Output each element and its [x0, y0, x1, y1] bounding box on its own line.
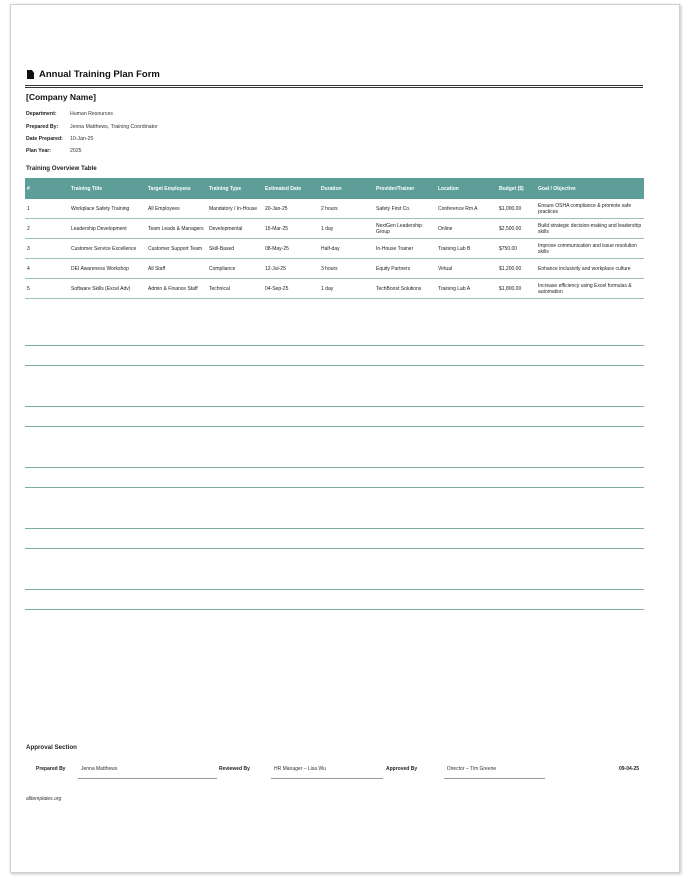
col-header: Duration — [319, 178, 374, 199]
col-header: Training Type — [207, 178, 263, 199]
info-label: Prepared By: — [26, 124, 59, 130]
reviewed-by-name: HR Manager – Lisa Wu — [274, 766, 326, 772]
table-cell: $750.00 — [497, 239, 536, 259]
table-cell: Equity Partners — [374, 259, 436, 279]
blank-rule — [25, 345, 644, 346]
table-cell: Safety First Co. — [374, 199, 436, 219]
table-cell: Training Lab A — [436, 279, 497, 299]
blank-rule — [25, 426, 644, 427]
approval-date: 09-04-25 — [619, 766, 640, 772]
table-cell: Conference Rm A — [436, 199, 497, 219]
table-cell: Mandatory / In-House — [207, 199, 263, 219]
table-cell: $1,000.00 — [497, 199, 536, 219]
table-cell: 3 hours — [319, 259, 374, 279]
table-cell: 1 — [25, 199, 69, 219]
table-cell: 04-Sep-25 — [263, 279, 319, 299]
col-header: Goal / Objective — [536, 178, 644, 199]
table-cell: $2,500.00 — [497, 219, 536, 239]
info-label: Date Prepared: — [26, 136, 63, 142]
table-cell: Build strategic decision-making and leadership skills — [536, 219, 644, 239]
table-cell: All Staff — [146, 259, 207, 279]
table-cell: DEI Awareness Workshop — [69, 259, 146, 279]
table-cell: Ensure OSHA compliance & promote safe practices — [536, 199, 644, 219]
table-cell: 08-May-25 — [263, 239, 319, 259]
table-cell: 3 — [25, 239, 69, 259]
col-header: Estimated Date — [263, 178, 319, 199]
table-cell: Improve communication and issue resolution skills — [536, 239, 644, 259]
prepared-by-label — [36, 766, 65, 772]
blank-rule — [25, 365, 644, 366]
table-cell: Enhance inclusivity and workplace culture — [536, 259, 644, 279]
table-cell: 20-Jan-25 — [263, 199, 319, 219]
table-cell: 12-Jul-25 — [263, 259, 319, 279]
training-table — [25, 178, 644, 299]
info-value: 10-Jan-25 — [70, 136, 94, 142]
table-row — [25, 219, 644, 239]
info-value: 2025 — [70, 148, 82, 154]
table-cell: Customer Support Team — [146, 239, 207, 259]
table-row — [25, 199, 644, 219]
blank-rule — [25, 406, 644, 407]
footer-site: alltemplates.org — [26, 796, 62, 802]
info-label: Plan Year: — [26, 148, 51, 154]
col-header: Budget ($) — [497, 178, 536, 199]
reviewed-by-value — [274, 766, 326, 772]
table-cell: Increase efficiency using Excel formulas & automation — [536, 279, 644, 299]
table-row — [25, 279, 644, 299]
document-icon — [27, 70, 34, 79]
info-value: Jenna Matthews, Training Coordinator — [70, 124, 158, 130]
table-heading: Training Overview Table — [26, 165, 97, 172]
table-cell: 4 — [25, 259, 69, 279]
title-bar — [25, 69, 643, 88]
info-label: Department: — [26, 111, 57, 117]
table-cell: Workplace Safety Training — [69, 199, 146, 219]
blank-rule — [25, 589, 644, 590]
table-cell: Technical — [207, 279, 263, 299]
table-cell: All Employees — [146, 199, 207, 219]
prepared-by-value — [81, 766, 117, 772]
table-cell: Training Lab B — [436, 239, 497, 259]
reviewed-by-label-text: Reviewed By — [219, 766, 250, 772]
table-cell: Half-day — [319, 239, 374, 259]
approved-by-label-text: Approved By — [386, 766, 418, 772]
table-cell: NextGen Leadership Group — [374, 219, 436, 239]
table-cell: Software Skills (Excel Adv) — [69, 279, 146, 299]
approved-by-value — [447, 766, 496, 772]
table-cell: 1 day — [319, 279, 374, 299]
table-cell: Admin & Finance Staff — [146, 279, 207, 299]
col-header: Provider/Trainer — [374, 178, 436, 199]
col-header: Training Title — [69, 178, 146, 199]
table-cell: Compliance — [207, 259, 263, 279]
reviewed-by-label — [219, 766, 250, 772]
approved-by-label — [386, 766, 417, 772]
table-cell: In-House Trainer — [374, 239, 436, 259]
table-cell: TechBoost Solutions — [374, 279, 436, 299]
col-header: Target Employees — [146, 178, 207, 199]
reviewed-by-signature-line — [271, 778, 383, 779]
table-cell: 2 — [25, 219, 69, 239]
table-cell: 1 day — [319, 219, 374, 239]
prepared-by-label-text: Prepared By — [36, 766, 66, 772]
table-cell: 15-Mar-25 — [263, 219, 319, 239]
table-cell: Team Leads & Managers — [146, 219, 207, 239]
info-value: Human Resources — [70, 111, 113, 117]
table-cell: 5 — [25, 279, 69, 299]
blank-rule — [25, 548, 644, 549]
col-header: # — [25, 178, 69, 199]
blank-rule — [25, 528, 644, 529]
approval-heading: Approval Section — [26, 744, 77, 751]
company-name: [Company Name] — [26, 92, 96, 102]
table-cell: $1,200.00 — [497, 259, 536, 279]
table-cell: Virtual — [436, 259, 497, 279]
table-cell: Customer Service Excellence — [69, 239, 146, 259]
prepared-by-signature-line — [78, 778, 217, 779]
table-cell: 2 hours — [319, 199, 374, 219]
table-cell: Leadership Development — [69, 219, 146, 239]
table-cell: $1,800.00 — [497, 279, 536, 299]
blank-rule — [25, 609, 644, 610]
document-page — [10, 4, 680, 873]
table-cell: Developmental — [207, 219, 263, 239]
approved-by-name: Director – Tim Greene — [447, 766, 497, 772]
blank-rule — [25, 467, 644, 468]
table-row — [25, 239, 644, 259]
blank-rule — [25, 487, 644, 488]
table-row — [25, 259, 644, 279]
table-header-row — [25, 178, 644, 199]
col-header: Location — [436, 178, 497, 199]
approved-by-signature-line — [444, 778, 545, 779]
form-title: Annual Training Plan Form — [39, 69, 160, 80]
table-cell: Skill-Based — [207, 239, 263, 259]
prepared-by-name: Jenna Matthews — [81, 766, 118, 772]
table-cell: Online — [436, 219, 497, 239]
